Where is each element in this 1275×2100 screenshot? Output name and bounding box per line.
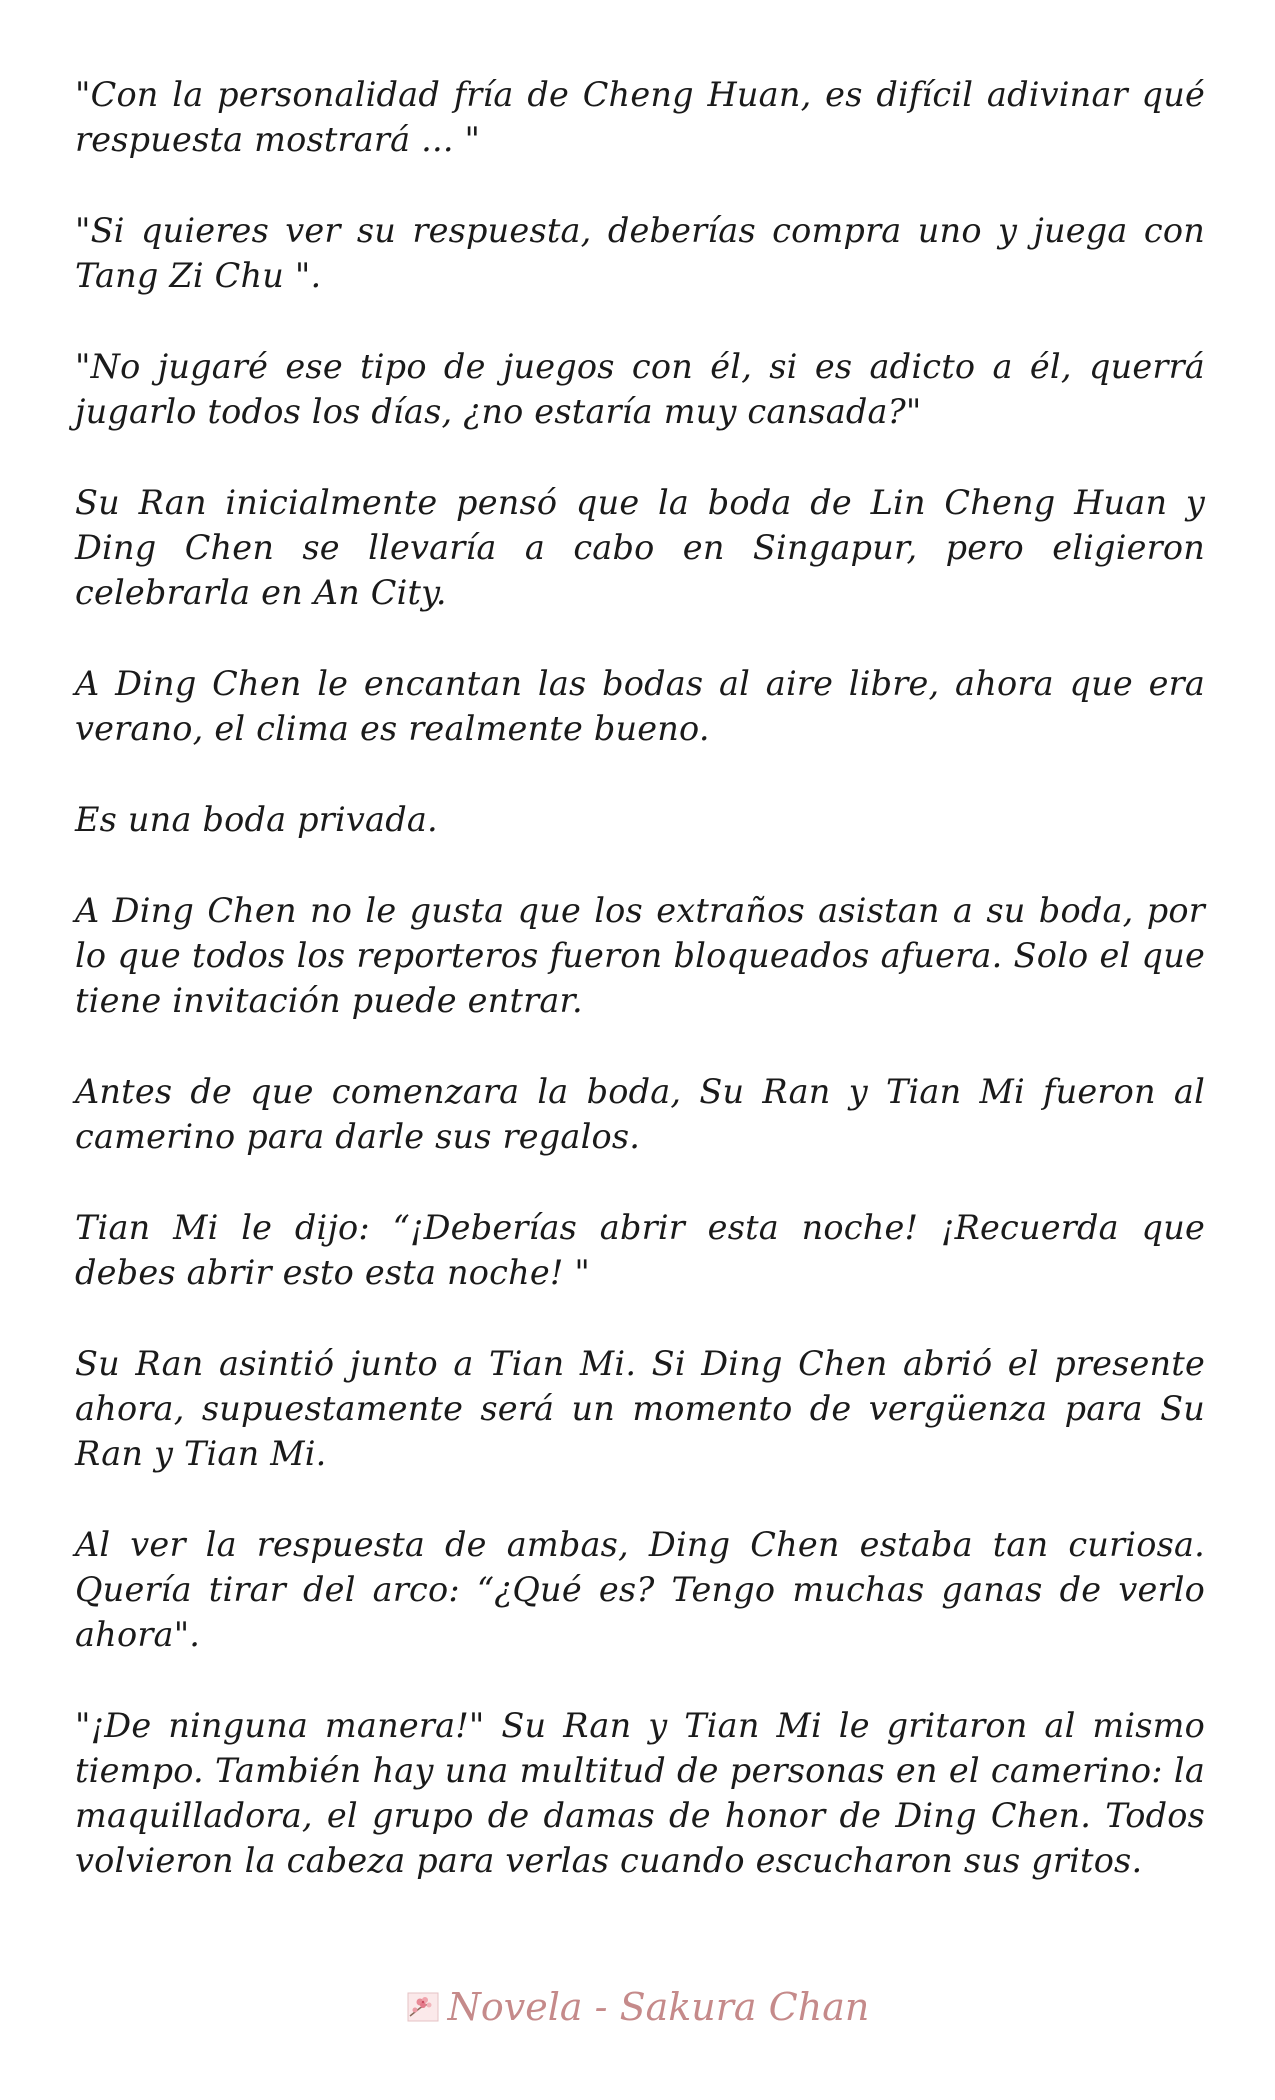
paragraph: "Con la personalidad fría de Cheng Huan, es difícil adivinar qué respuesta mostrará ... " <box>75 75 1205 159</box>
paragraph: Es una boda privada. <box>75 800 438 839</box>
document-body <box>75 72 1205 1929</box>
paragraph: Al ver la respuesta de ambas, Ding Chen estaba tan curiosa. Quería tirar del arco: “¿Qué es? Tengo muchas ganas de verlo ahora". <box>75 1525 1205 1654</box>
sakura-flower-icon <box>406 1990 440 2024</box>
paragraph: Su Ran asintió junto a Tian Mi. Si Ding Chen abrió el presente ahora, supuestamente será un momento de vergüenza para Su Ran y Tian Mi. <box>75 1344 1205 1473</box>
paragraph: A Ding Chen le encantan las bodas al aire libre, ahora que era verano, el clima es realmente bueno. <box>75 664 1205 748</box>
paragraph: Su Ran inicialmente pensó que la boda de Lin Cheng Huan y Ding Chen se llevaría a cabo en Singapur, pero eligieron celebrarla en An City. <box>75 483 1205 612</box>
paragraph: "Si quieres ver su respuesta, deberías compra uno y juega con Tang Zi Chu ". <box>75 211 1205 295</box>
footer-text: Novela - Sakura Chan <box>447 1985 870 2029</box>
paragraph: "No jugaré ese tipo de juegos con él, si es adicto a él, querrá jugarlo todos los días, ¿no estaría muy cansada?" <box>75 347 1205 431</box>
paragraph: Antes de que comenzara la boda, Su Ran y Tian Mi fueron al camerino para darle sus regalos. <box>75 1072 1205 1156</box>
watermark-footer <box>0 1985 1275 2029</box>
paragraph: A Ding Chen no le gusta que los extraños asistan a su boda, por lo que todos los reporteros fueron bloqueados afuera. Solo el que tiene invitación puede entrar. <box>75 891 1205 1020</box>
paragraph: "¡De ninguna manera!" Su Ran y Tian Mi le gritaron al mismo tiempo. También hay una multitud de personas en el camerino: la maquilladora, el grupo de damas de honor de Ding Chen. Todos volvieron la cabeza para verlas cuando escucharon sus gritos. <box>75 1706 1205 1880</box>
paragraph: Tian Mi le dijo: “¡Deberías abrir esta noche! ¡Recuerda que debes abrir esto esta noche! " <box>75 1208 1205 1292</box>
